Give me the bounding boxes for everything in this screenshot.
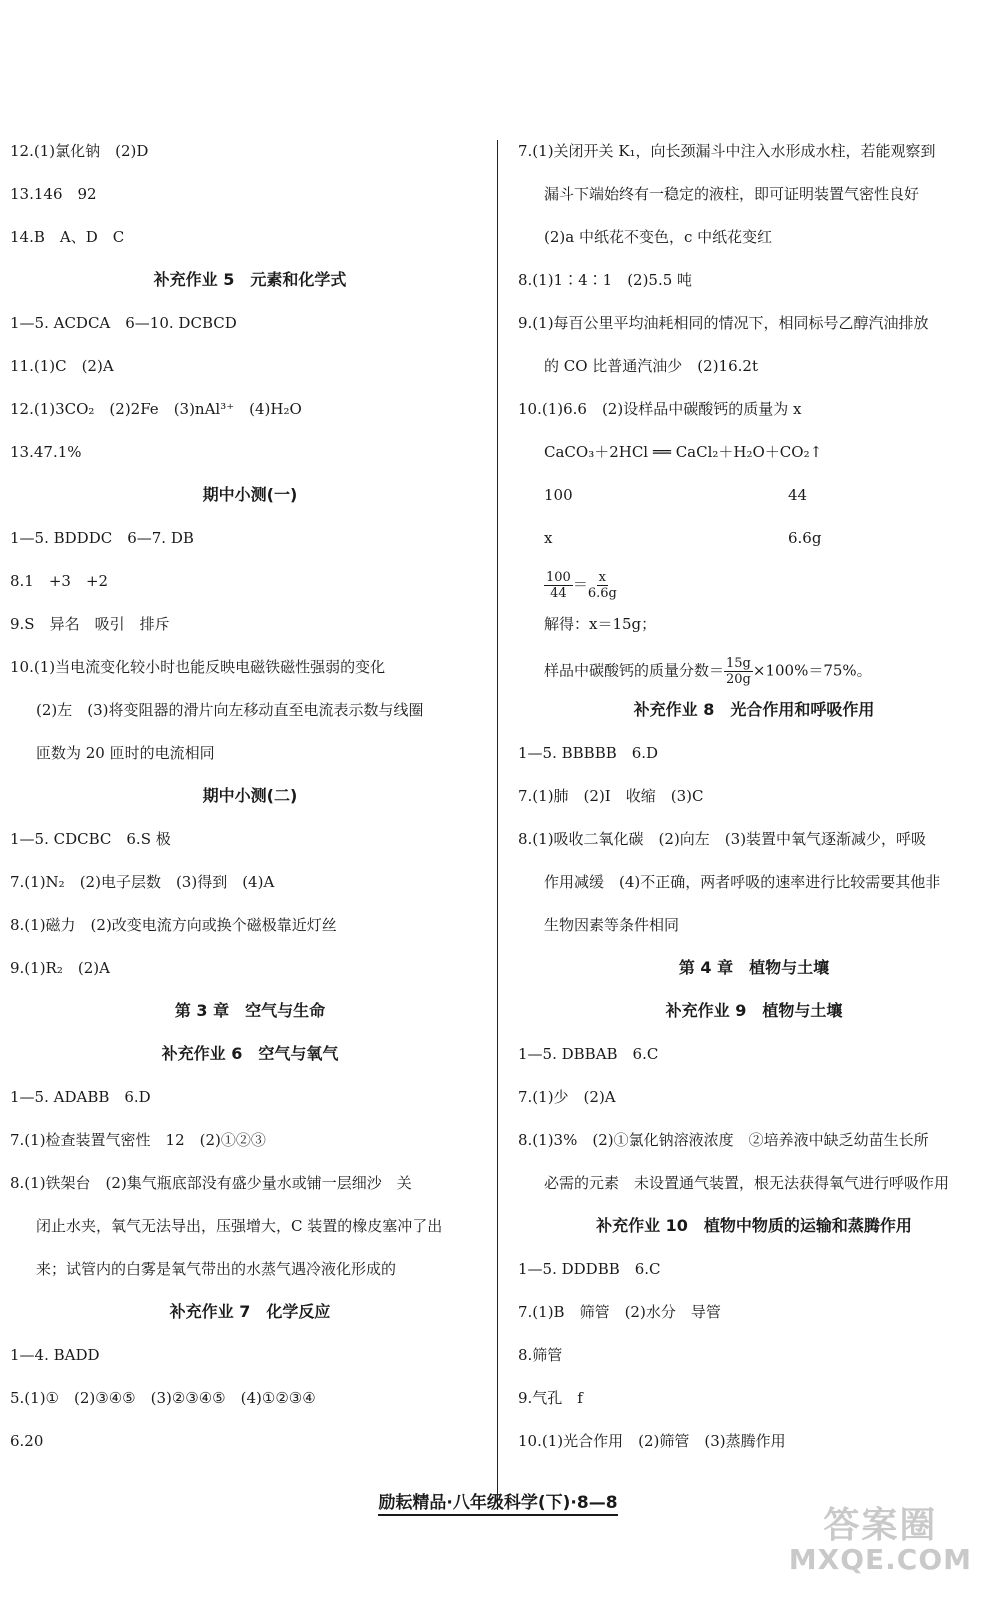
answer-line: 1—4. BADD [10,1346,100,1364]
answer-line: 的 CO 比普通汽油少 (2)16.2t [544,357,758,375]
answer-line: 1—5. BBBBB 6.D [518,744,659,762]
watermark-logo [788,1504,972,1576]
answer-line: 解得：x＝15g； [544,615,657,633]
section-heading: 第 4 章 植物与土壤 [678,958,830,977]
answer-line: 10.(1)6.6 (2)设样品中碳酸钙的质量为 x [518,400,802,418]
answer-line: 10.(1)光合作用 (2)筛管 (3)蒸腾作用 [518,1432,786,1450]
watermark-line2: MXQE.COM [788,1542,972,1576]
answer-line: 来；试管内的白雾是氧气带出的水蒸气遇冷液化形成的 [36,1260,397,1278]
equals-sign: ＝ [572,575,588,594]
answer-line: 1—5. BDDDC 6—7. DB [10,529,194,547]
answer-line: 5.(1)① (2)③④⑤ (3)②③④⑤ (4)①②③④ [10,1389,316,1407]
answer-line: 1—5. ADABB 6.D [10,1088,151,1106]
answer-line: 8.(1)铁架台 (2)集气瓶底部没有盛少量水或铺一层细沙 关 [10,1174,412,1192]
fraction [724,656,753,687]
fraction [544,570,573,601]
answer-line: 1—5. ACDCA 6—10. DCBCD [10,314,237,332]
right-column [518,140,990,1473]
equation-value-left: 100 [544,486,573,504]
answer-line: 1—5. DBBAB 6.C [518,1045,659,1063]
equation-row [518,484,990,527]
watermark-line1: 答案圈 [823,1504,938,1546]
answer-line: 9.(1)R₂ (2)A [10,959,110,977]
answer-line: 10.(1)当电流变化较小时也能反映电磁铁磁性强弱的变化 [10,658,386,676]
answer-line: CaCO₃＋2HCl ══ CaCl₂＋H₂O＋CO₂↑ [544,443,823,461]
fraction-denominator: 6.6g [587,586,617,601]
answer-line: 8.(1)1∶4∶1 (2)5.5 吨 [518,271,693,289]
equation-value-right: 44 [788,486,808,504]
answer-line: 9.气孔 f [518,1389,583,1407]
answer-line: 7.(1)N₂ (2)电子层数 (3)得到 (4)A [10,873,275,891]
section-heading: 期中小测(一) [202,485,298,504]
answer-line: 12.(1)3CO₂ (2)2Fe (3)nAl³⁺ (4)H₂O [10,400,302,418]
left-column [10,140,490,1473]
section-heading: 补充作业 5 元素和化学式 [153,270,347,289]
equation-value-left: x [544,529,553,547]
fraction-numerator: x [598,570,607,585]
answer-line: 7.(1)少 (2)A [518,1088,616,1106]
answer-line: 8.(1)磁力 (2)改变电流方向或换个磁极靠近灯丝 [10,916,337,934]
section-heading: 第 3 章 空气与生命 [174,1001,326,1020]
answer-line: (2)a 中纸花不变色，c 中纸花变红 [544,228,773,246]
answer-line: 生物因素等条件相同 [544,916,680,934]
answer-line: 匝数为 20 匝时的电流相同 [36,744,215,762]
answer-line: 7.(1)检查装置气密性 12 (2)①②③ [10,1131,266,1149]
answer-line: 13.146 92 [10,185,97,203]
answer-line: 11.(1)C (2)A [10,357,114,375]
fraction-prefix: 样品中碳酸钙的质量分数＝ [544,661,725,680]
answer-line: 7.(1)肺 (2)Ⅰ 收缩 (3)C [518,787,704,805]
answer-line: 7.(1)关闭开关 K₁，向长颈漏斗中注入水形成水柱，若能观察到 [518,142,936,160]
fraction-denominator: 20g [726,672,751,687]
answer-line: 作用减缓 (4)不正确，两者呼吸的速率进行比较需要其他非 [544,873,941,891]
fraction-suffix: ×100%＝75%。 [752,661,872,680]
answer-line: 14.B A、D C [10,228,125,246]
answer-line: 8.筛管 [518,1346,563,1364]
section-heading: 补充作业 10 植物中物质的运输和蒸腾作用 [596,1216,912,1235]
answer-line: 1—5. DDDBB 6.C [518,1260,661,1278]
section-heading: 补充作业 9 植物与土壤 [665,1001,843,1020]
footer-text: 励耘精品·八年级科学(下)·8—8 [378,1493,617,1516]
answer-line: 13.47.1% [10,443,82,461]
answer-line: 1—5. CDCBC 6.S 极 [10,830,171,848]
answer-line: 8.1 +3 +2 [10,572,109,590]
answer-line: 6.20 [10,1432,44,1450]
fraction [588,570,617,601]
answer-line: 9.S 异名 吸引 排斥 [10,615,170,633]
section-heading: 补充作业 6 空气与氧气 [161,1044,339,1063]
answer-line: 必需的元素 未设置通气装置，根无法获得氧气进行呼吸作用 [544,1174,950,1192]
answer-line: 8.(1)吸收二氧化碳 (2)向左 (3)装置中氧气逐渐减少，呼吸 [518,830,927,848]
section-heading: 期中小测(二) [202,786,298,805]
answer-line: 8.(1)3% (2)①氯化钠溶液浓度 ②培养液中缺乏幼苗生长所 [518,1131,929,1149]
answer-line: 闭止水夹，氧气无法导出，压强增大，C 装置的橡皮塞冲了出 [36,1217,443,1235]
mass-fraction-row [518,656,990,699]
section-heading: 补充作业 7 化学反应 [169,1302,331,1321]
answer-line: 9.(1)每百公里平均油耗相同的情况下，相同标号乙醇汽油排放 [518,314,929,332]
equation-row [518,527,990,570]
answer-line: 7.(1)B 筛管 (2)水分 导管 [518,1303,721,1321]
proportion-row [518,570,990,613]
answer-line: 漏斗下端始终有一稳定的液柱，即可证明装置气密性良好 [544,185,920,203]
fraction-denominator: 44 [550,586,567,601]
column-divider [497,140,498,1510]
answer-line: (2)左 (3)将变阻器的滑片向左移动直至电流表示数与线圈 [36,701,424,719]
fraction-numerator: 100 [546,570,571,585]
section-heading: 补充作业 8 光合作用和呼吸作用 [633,700,875,719]
equation-value-right: 6.6g [788,529,822,547]
answer-line: 12.(1)氯化钠 (2)D [10,142,149,160]
fraction-numerator: 15g [726,656,751,671]
